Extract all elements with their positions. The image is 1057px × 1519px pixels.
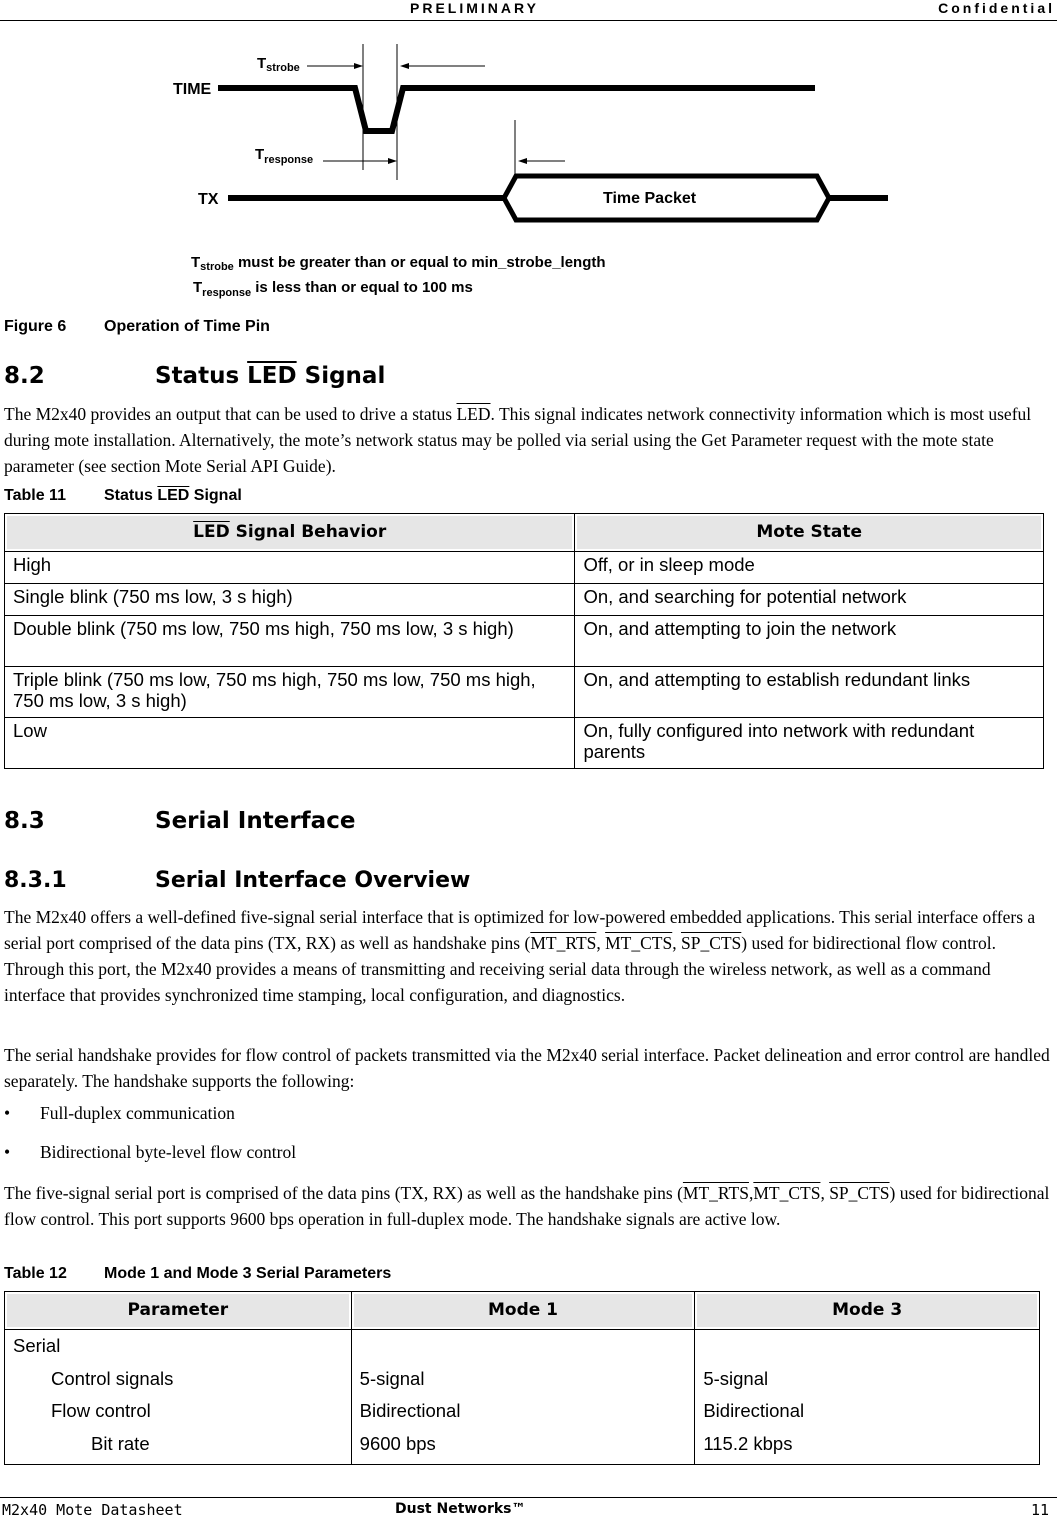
arrow-right-icon [388,158,397,164]
table-header-row [5,1292,1040,1330]
col-header-parameter: Parameter [5,1292,352,1330]
footer-page-number: 11 [1030,1501,1049,1519]
handshake-paragraph: The serial handshake provides for flow control of packets transmitted via the M2x40 serial interface. Packet delineation and error control are handled separately. The handshake supports the following: [4,1045,1050,1091]
section-8-2-paragraph: The M2x40 provides an output that can be used to drive a status $\overline{LED}$. This signal indicates network connectivity information which is most useful during mote installation. Alternatively, the mote’s network status may be polled via serial using the Get Parameter request with the mote state parameter (see section Mote Serial API Guide). [4,404,1032,476]
col-header-behavior: $\overline{LED}$ Signal Behavior [5,514,575,552]
figure-caption: Figure 6 Operation of Time Pin [4,318,270,335]
list-item: • Bidirectional byte-level flow control [4,1142,297,1162]
time-waveform [218,88,815,131]
page-footer [0,1497,1057,1518]
strobe-note: $T_{strobe}$ must be greater than or equal to min_strobe_length [191,254,606,273]
response-note: $T_{response}$ is less than or equal to 100 ms [193,279,473,299]
arrow-right-icon [354,63,363,69]
col-header-mode3: Mode 3 [695,1292,1040,1330]
arrow-left-icon [400,63,409,69]
table-11 [4,513,1044,769]
section-8-2-heading: 8.2 Status $\overline{LED}$ Signal [4,363,386,389]
table-row: Serial Control signals Flow control Bit rate 5-signal Bidirectional 9600 bps 5-signal Bidirectional 115.2 kbps [5,1330,1040,1465]
page-header [0,0,1057,21]
table-row: Single blink (750 ms low, 3 s high) On, and searching for potential network [5,584,1044,616]
overview-paragraph: The M2x40 offers a well-defined five-signal serial interface that is optimized for low-powered embedded applications. This serial interface offers a serial port comprised of the data pins (TX, RX) as well as handshake pins (MT_RTS, MT_CTS, SP_CTS) used for bidirectional flow control. Through this port, the M2x40 provides a means of transmitting and receiving serial data through the wireless network, as well as a command interface that provides synchronized time stamping, local configuration, and diagnostics. [4,907,1036,1005]
tstrobe-label: $T_{strobe}$ [257,55,300,74]
table-row: Triple blink (750 ms low, 750 ms high, 750 ms low, 750 ms high, 750 ms low, 3 s high) On, and attempting to establish redundant links [5,667,1044,718]
footer-doc-title: M2x40 Mote Datasheet [2,1501,183,1519]
header-preliminary: PRELIMINARY [410,0,539,16]
list-item: • Full-duplex communication [4,1103,235,1123]
table-11-caption: Table 11 Status $\overline{LED}$ Signal [4,487,242,504]
tresponse-label: $T_{response}$ [255,146,314,166]
section-8-3-1-heading: 8.3.1 Serial Interface Overview [4,868,471,893]
section-8-3-heading: 8.3 Serial Interface [4,808,356,834]
footer-company: Dust Networks™ [395,1501,526,1517]
table-row: Low On, fully configured into network with redundant parents [5,718,1044,769]
arrow-left-icon [518,158,527,164]
table-row: Double blink (750 ms low, 750 ms high, 750 ms low, 3 s high) On, and attempting to join the network [5,616,1044,667]
time-pin-diagram [0,30,1057,300]
table-12-caption: Table 12 Mode 1 and Mode 3 Serial Parameters [4,1265,392,1282]
table-12 [4,1291,1040,1465]
time-packet-label: Time Packet [603,190,697,207]
header-confidential: Confidential [938,0,1055,16]
col-header-mode1: Mode 1 [351,1292,695,1330]
time-label: TIME [173,81,212,98]
table-header-row [5,514,1044,552]
tx-label: TX [198,191,219,208]
five-signal-paragraph: The five-signal serial port is comprised of the data pins (TX, RX) as well as the handshake pins (MT_RTS,MT_CTS, SP_CTS) used for bidirectional flow control. This port supports 9600 bps operation in full-duplex mode. The handshake signals are active low. [4,1183,1050,1229]
col-header-state: Mote State [575,514,1044,552]
table-row: High Off, or in sleep mode [5,552,1044,584]
